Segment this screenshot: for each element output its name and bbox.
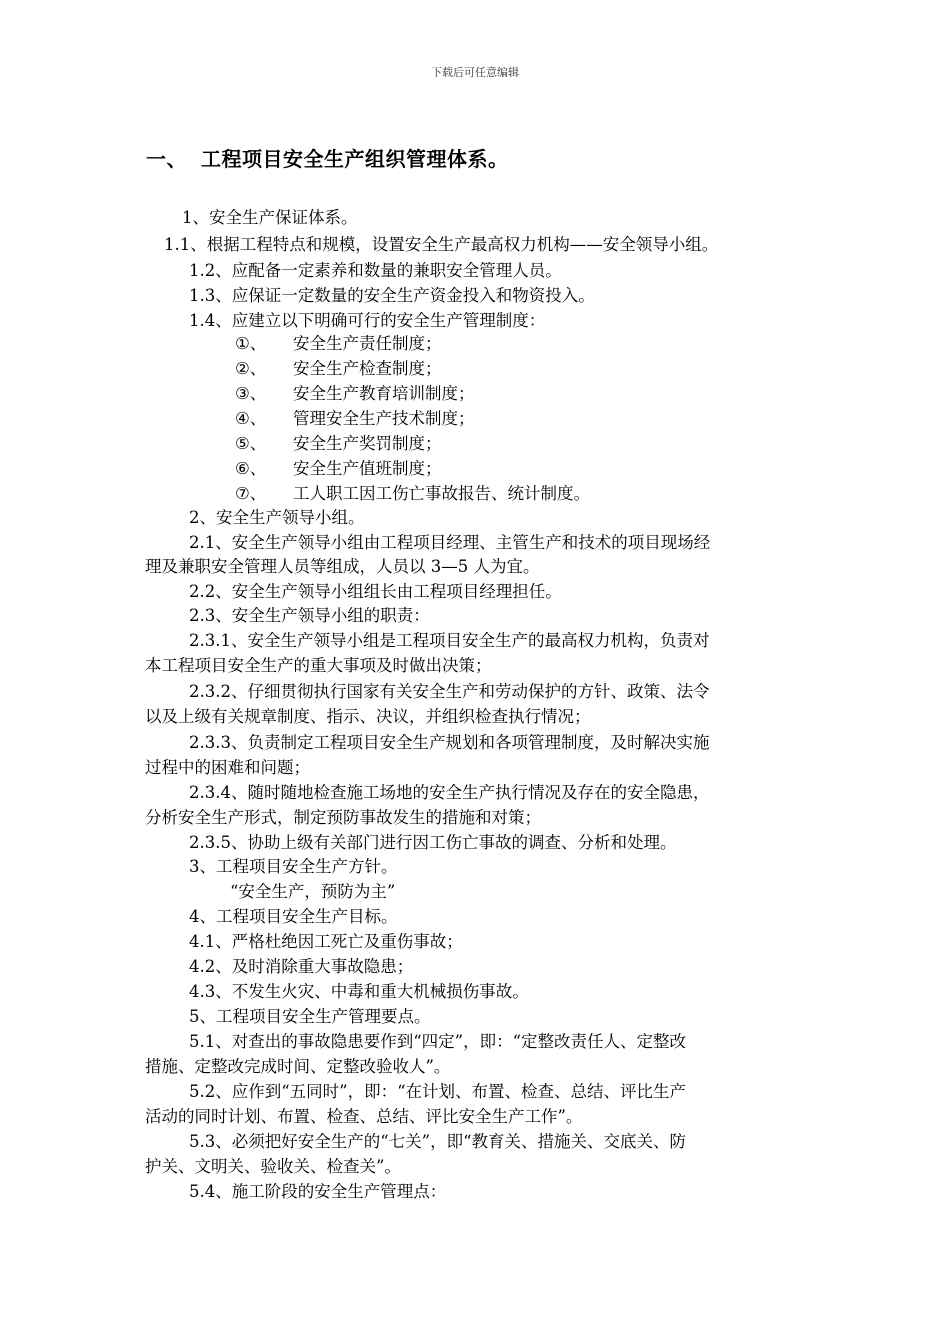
list-marker: ①、 (235, 334, 267, 353)
list-text: 管理安全生产技术制度； (293, 409, 475, 428)
section-2-title: 2、安全生产领导小组。 (189, 508, 365, 527)
para-2-3-4-line2: 分析安全生产形式，制定预防事故发生的措施和对策； (145, 808, 541, 827)
para-4-3: 4.3、不发生火灾、中毒和重大机械损伤事故。 (189, 982, 529, 1001)
para-4-1: 4.1、严格杜绝因工死亡及重伤事故； (189, 932, 463, 951)
para-4-2: 4.2、及时消除重大事故隐患； (189, 957, 414, 976)
section-5-title: 5、工程项目安全生产管理要点。 (189, 1007, 431, 1026)
list-marker: ⑥、 (235, 459, 267, 478)
item-1-4: 1.4、应建立以下明确可行的安全生产管理制度： (189, 311, 546, 330)
section-heading (146, 146, 509, 172)
para-2-3-4-line1: 2.3.4、随时随地检查施工场地的安全生产执行情况及存在的安全隐患， (189, 783, 710, 802)
para-2-1-line2: 理及兼职安全管理人员等组成，人员以 3—5 人为宜。 (145, 557, 540, 576)
list-text: 安全生产奖罚制度； (293, 434, 442, 453)
system-list-item (235, 432, 442, 456)
item-1-title: 1、安全生产保证体系。 (182, 208, 358, 227)
para-5-2-line1: 5.2、应作到“五同时”，即：“在计划、布置、检查、总结、评比生产 (189, 1082, 687, 1101)
heading-number: 一、 (146, 147, 187, 171)
list-marker: ⑦、 (235, 484, 267, 503)
header-note: 下载后可任意编辑 (431, 66, 519, 79)
para-2-3-5: 2.3.5、协助上级有关部门进行因工伤亡事故的调查、分析和处理。 (189, 833, 677, 852)
para-2-1-line1: 2.1、安全生产领导小组由工程项目经理、主管生产和技术的项目现场经 (189, 533, 711, 552)
para-5-3-line1: 5.3、必须把好安全生产的“七关”，即“教育关、措施关、交底关、防 (189, 1132, 687, 1151)
system-list-item (235, 357, 442, 381)
item-1-2: 1.2、应配备一定素养和数量的兼职安全管理人员。 (189, 261, 562, 280)
system-list-item (235, 407, 475, 431)
para-2-3-3-line2: 过程中的困难和问题； (145, 758, 310, 777)
list-marker: ②、 (235, 359, 267, 378)
section-4-title: 4、工程项目安全生产目标。 (189, 907, 398, 926)
list-text: 工人职工因工伤亡事故报告、统计制度。 (293, 484, 590, 503)
para-5-1-line2: 措施、定整改完成时间、定整改验收人”。 (145, 1057, 451, 1076)
para-5-2-line2: 活动的同时计划、布置、检查、总结、评比安全生产工作”。 (145, 1107, 583, 1126)
para-2-3-1-line1: 2.3.1、安全生产领导小组是工程项目安全生产的最高权力机构，负责对 (189, 631, 710, 650)
list-text: 安全生产值班制度； (293, 459, 442, 478)
safety-motto: “安全生产，预防为主” (230, 882, 396, 901)
system-list-item (235, 382, 475, 406)
para-2-3-2-line2: 以及上级有关规章制度、指示、决议，并组织检查执行情况； (145, 707, 591, 726)
system-list-item (235, 482, 590, 506)
list-text: 安全生产检查制度； (293, 359, 442, 378)
heading-title: 工程项目安全生产组织管理体系。 (201, 147, 509, 171)
item-1-3: 1.3、应保证一定数量的安全生产资金投入和物资投入。 (189, 286, 595, 305)
list-marker: ⑤、 (235, 434, 267, 453)
system-list-item (235, 332, 442, 356)
para-2-3-1-line2: 本工程项目安全生产的重大事项及时做出决策； (145, 656, 492, 675)
para-2-3-2-line1: 2.3.2、仔细贯彻执行国家有关安全生产和劳动保护的方针、政策、法令 (189, 682, 710, 701)
para-5-1-line1: 5.1、对查出的事故隐患要作到“四定”，即：“定整改责任人、定整改 (189, 1032, 687, 1051)
para-2-3-3-line1: 2.3.3、负责制定工程项目安全生产规划和各项管理制度，及时解决实施 (189, 733, 710, 752)
list-text: 安全生产责任制度； (293, 334, 442, 353)
para-2-2: 2.2、安全生产领导小组组长由工程项目经理担任。 (189, 582, 562, 601)
para-2-3: 2.3、安全生产领导小组的职责： (189, 606, 430, 625)
item-1-1: 1.1、根据工程特点和规模，设置安全生产最高权力机构——安全领导小组。 (164, 235, 719, 254)
para-5-4: 5.4、施工阶段的安全生产管理点： (189, 1182, 447, 1201)
system-list-item (235, 457, 442, 481)
list-text: 安全生产教育培训制度； (293, 384, 475, 403)
list-marker: ④、 (235, 409, 267, 428)
list-marker: ③、 (235, 384, 267, 403)
para-5-3-line2: 护关、文明关、验收关、检查关”。 (145, 1157, 401, 1176)
section-3-title: 3、工程项目安全生产方针。 (189, 857, 398, 876)
